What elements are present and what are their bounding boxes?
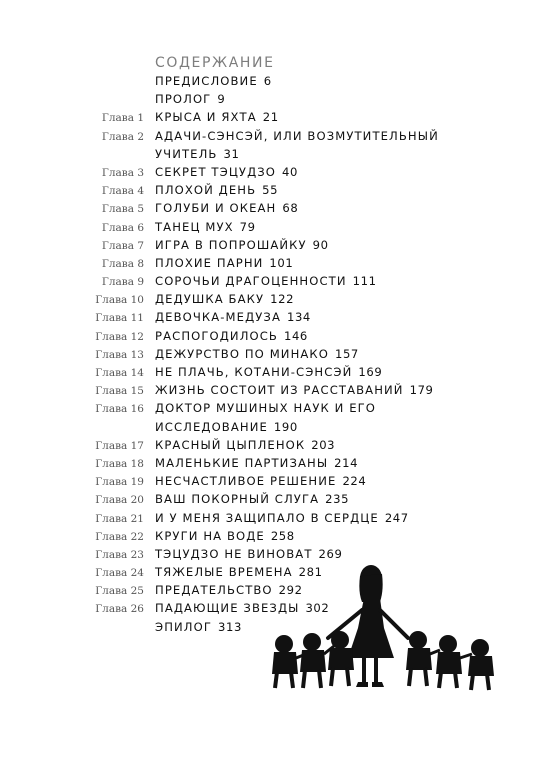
chapter-title: КРУГИ НА ВОДЕ xyxy=(155,528,265,543)
toc-entry-title-line xyxy=(155,492,349,506)
page-number: 157 xyxy=(334,346,359,361)
page-number: 111 xyxy=(352,274,377,289)
toc-entry xyxy=(0,110,533,128)
chapter-title: ДОКТОР МУШИНЫХ НАУК И ЕГО xyxy=(155,401,377,416)
chapter-label: Глава 21 xyxy=(95,512,144,525)
chapter-label: Глава 16 xyxy=(95,403,144,416)
chapter-label: Глава 20 xyxy=(95,494,144,507)
chapter-title: И У МЕНЯ ЗАЩИПАЛО В СЕРДЦЕ xyxy=(155,510,379,525)
toc-entry-title-line xyxy=(155,620,242,634)
chapter-title: ЖИЗНЬ СОСТОИТ ИЗ РАССТАВАНИЙ xyxy=(155,383,404,398)
chapter-label: Глава 11 xyxy=(95,312,144,325)
toc-entry xyxy=(0,401,533,419)
chapter-label: Глава 4 xyxy=(101,185,144,198)
toc-entry xyxy=(0,310,533,328)
chapter-label: Глава 6 xyxy=(101,221,144,234)
page-number: 214 xyxy=(334,455,359,470)
toc-entry xyxy=(0,474,533,492)
chapter-title: ПЛОХИЕ ПАРНИ xyxy=(155,255,264,270)
toc-entry-title-line xyxy=(155,238,329,252)
page-number: 146 xyxy=(283,328,308,343)
page-number: 134 xyxy=(286,310,311,325)
toc-entry xyxy=(0,201,533,219)
chapter-label: Глава 14 xyxy=(95,367,144,379)
chapter-label: Глава 19 xyxy=(95,476,144,489)
chapter-title: ДЕВОЧКА-МЕДУЗА xyxy=(155,310,281,325)
page-number: 302 xyxy=(305,601,330,616)
toc-entry-title-line xyxy=(155,147,239,161)
chapter-title: ТЯЖЕЛЫЕ ВРЕМЕНА xyxy=(155,565,293,580)
page-number: 224 xyxy=(342,474,367,489)
toc-entry-title-line xyxy=(155,110,279,124)
toc-entry xyxy=(0,238,533,256)
toc-entry xyxy=(0,129,533,147)
chapter-title: ЭПИЛОГ xyxy=(155,619,212,634)
chapter-label: Глава 10 xyxy=(95,294,144,307)
chapter-title: ГОЛУБИ И ОКЕАН xyxy=(155,201,277,216)
toc-entry-title-line xyxy=(155,329,308,343)
table-of-contents xyxy=(0,74,533,638)
page-number: 9 xyxy=(217,92,226,107)
toc-entry xyxy=(0,292,533,310)
page-number: 90 xyxy=(312,237,329,252)
chapter-label: Глава 12 xyxy=(95,330,144,343)
toc-entry-title-line xyxy=(155,529,295,543)
page-number: 31 xyxy=(223,146,240,161)
chapter-title: ВАШ ПОКОРНЫЙ СЛУГА xyxy=(155,492,320,507)
page-number: 122 xyxy=(270,292,295,307)
toc-entry xyxy=(0,92,533,110)
toc-entry xyxy=(0,220,533,238)
chapter-title: РАСПОГОДИЛОСЬ xyxy=(155,328,278,343)
chapter-label: Глава 5 xyxy=(101,203,144,216)
page-number: 79 xyxy=(239,219,256,234)
toc-entry-title-line xyxy=(155,274,377,288)
toc-entry-title-line xyxy=(155,129,439,143)
toc-entry-title-line xyxy=(155,511,409,525)
chapter-label: Глава 26 xyxy=(95,603,144,616)
toc-entry xyxy=(0,183,533,201)
page-number: 55 xyxy=(262,183,279,198)
toc-entry-title-line xyxy=(155,438,335,452)
toc-entry-title-line xyxy=(155,420,298,434)
chapter-title: МАЛЕНЬКИЕ ПАРТИЗАНЫ xyxy=(155,455,329,470)
toc-entry xyxy=(0,511,533,529)
chapter-label: Глава 7 xyxy=(101,239,144,252)
page-number: 101 xyxy=(269,255,294,270)
page-number: 190 xyxy=(273,419,298,434)
chapter-label: Глава 23 xyxy=(95,548,144,561)
chapter-label: Глава 2 xyxy=(101,130,144,143)
toc-entry-title-line xyxy=(155,310,311,324)
page-number: 269 xyxy=(318,546,343,561)
toc-entry xyxy=(0,365,533,383)
toc-entry-title-line xyxy=(155,401,376,415)
chapter-title: НЕСЧАСТЛИВОЕ РЕШЕНИЕ xyxy=(155,474,337,489)
page-number: 169 xyxy=(358,365,383,379)
chapter-title: ДЕЖУРСТВО ПО МИНАКО xyxy=(155,346,329,361)
toc-entry xyxy=(0,492,533,510)
chapter-label: Глава 3 xyxy=(101,166,144,179)
toc-entry xyxy=(0,165,533,183)
toc-entry-title-line xyxy=(155,256,293,270)
toc-entry-title-line xyxy=(155,92,225,106)
page-number: 21 xyxy=(262,110,279,125)
toc-entry xyxy=(0,383,533,401)
page-number: 281 xyxy=(298,565,323,580)
toc-entry-title-line xyxy=(155,365,382,379)
chapter-label: Глава 15 xyxy=(95,385,144,398)
toc-entry-title-line xyxy=(155,456,358,470)
toc-entry-continuation xyxy=(0,147,533,165)
page-number: 235 xyxy=(325,492,350,507)
chapter-title: ПРОЛОГ xyxy=(155,92,212,107)
chapter-title: ПАДАЮЩИЕ ЗВЕЗДЫ xyxy=(155,601,300,616)
chapter-title: КРЫСА И ЯХТА xyxy=(155,110,257,125)
chapter-title: АДАЧИ-СЭНСЭЙ, ИЛИ ВОЗМУТИТЕЛЬНЫЙ xyxy=(155,128,439,143)
chapter-title-continued: ИССЛЕДОВАНИЕ xyxy=(155,419,268,434)
toc-entry-title-line xyxy=(155,201,298,215)
chapter-title-continued: УЧИТЕЛЬ xyxy=(155,146,218,161)
page-number: 179 xyxy=(409,383,434,398)
chapter-title: ПРЕДАТЕЛЬСТВО xyxy=(155,583,273,598)
chapter-title: ТАНЕЦ МУХ xyxy=(155,219,234,234)
chapter-label: Глава 13 xyxy=(95,348,144,361)
toc-entry-title-line xyxy=(155,347,359,361)
chapter-label: Глава 9 xyxy=(101,276,144,289)
chapter-label: Глава 1 xyxy=(101,112,144,125)
chapter-title: ТЭЦУДЗО НЕ ВИНОВАТ xyxy=(155,546,313,561)
chapter-title: КРАСНЫЙ ЦЫПЛЕНОК xyxy=(155,437,306,452)
toc-entry xyxy=(0,256,533,274)
page-number: 203 xyxy=(311,437,336,452)
chapter-label: Глава 25 xyxy=(95,585,144,598)
toc-entry-continuation xyxy=(0,420,533,438)
toc-entry-title-line xyxy=(155,165,298,179)
toc-entry-title-line xyxy=(155,292,294,306)
toc-entry xyxy=(0,74,533,92)
chapter-label: Глава 8 xyxy=(101,257,144,270)
toc-entry-title-line xyxy=(155,220,256,234)
toc-entry xyxy=(0,347,533,365)
chapter-title: ПРЕДИСЛОВИЕ xyxy=(155,74,258,88)
chapter-title: ИГРА В ПОПРОШАЙКУ xyxy=(155,237,307,252)
chapter-label: Глава 24 xyxy=(95,567,144,580)
toc-entry-title-line xyxy=(155,383,434,397)
chapter-title: НЕ ПЛАЧЬ, КОТАНИ-СЭНСЭЙ xyxy=(155,365,353,379)
chapter-label: Глава 22 xyxy=(95,530,144,543)
toc-entry-title-line xyxy=(155,74,272,88)
page-number: 247 xyxy=(384,510,409,525)
toc-entry xyxy=(0,274,533,292)
girl-with-children-silhouette-icon xyxy=(268,558,508,698)
page-number: 68 xyxy=(282,201,299,216)
page-number: 6 xyxy=(263,74,272,88)
toc-entry xyxy=(0,456,533,474)
chapter-title: ДЕДУШКА БАКУ xyxy=(155,292,265,307)
chapter-title: СЕКРЕТ ТЭЦУДЗО xyxy=(155,164,276,179)
toc-entry xyxy=(0,529,533,547)
page-number: 258 xyxy=(270,528,295,543)
toc-heading: СОДЕРЖАНИЕ xyxy=(155,55,275,71)
toc-entry-title-line xyxy=(155,474,366,488)
chapter-title: СОРОЧЬИ ДРАГОЦЕННОСТИ xyxy=(155,274,347,289)
toc-entry xyxy=(0,329,533,347)
page-number: 313 xyxy=(218,619,242,634)
toc-entry xyxy=(0,438,533,456)
chapter-label: Глава 17 xyxy=(95,439,144,452)
chapter-label: Глава 18 xyxy=(95,457,144,470)
toc-entry-title-line xyxy=(155,183,278,197)
page-number: 40 xyxy=(282,164,298,179)
chapter-title: ПЛОХОЙ ДЕНЬ xyxy=(155,183,257,198)
page-number: 292 xyxy=(278,583,303,598)
